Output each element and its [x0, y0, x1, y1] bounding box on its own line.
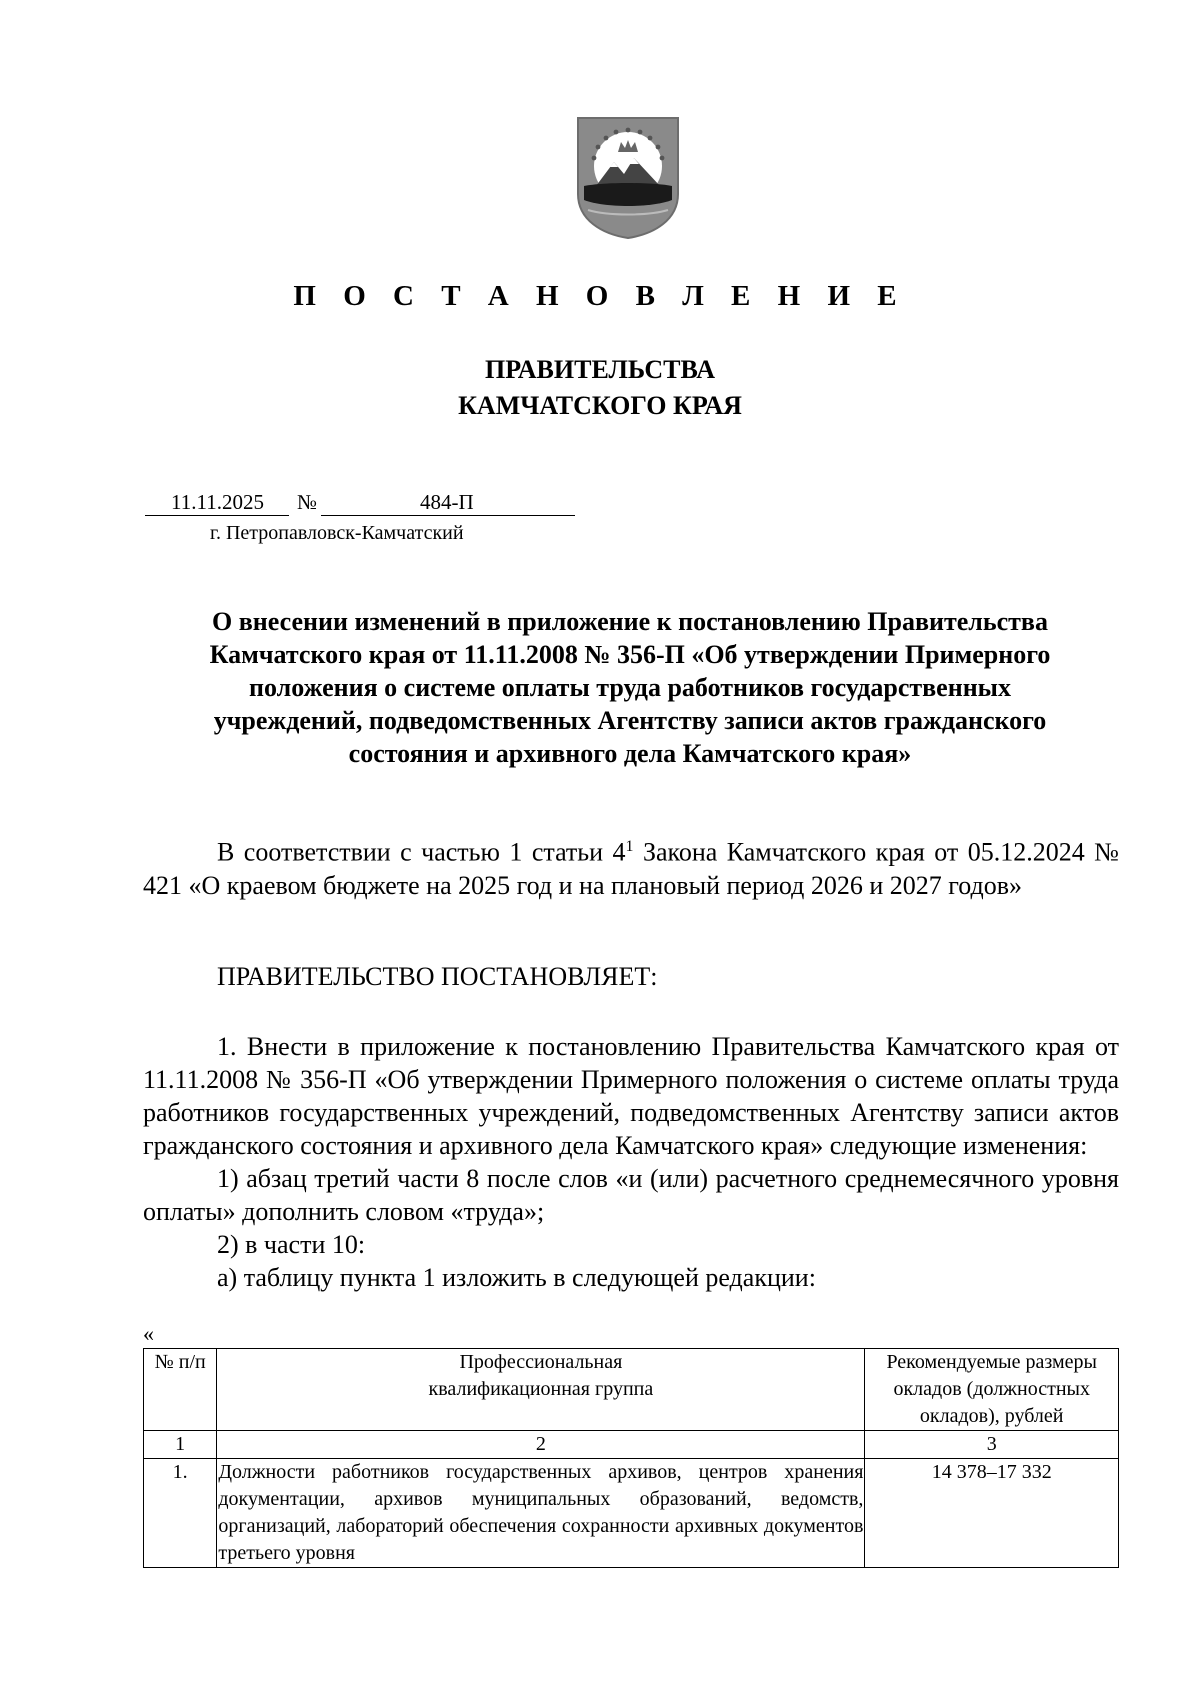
heading-line: Камчатского края от 11.11.2008 № 356-П «Об утверждении Примерного — [209, 640, 1051, 669]
heading-line: положения о системе оплаты труда работников государственных — [249, 673, 1011, 702]
header-salary-line: окладов), рублей — [919, 1405, 1064, 1427]
legal-basis — [143, 830, 1119, 902]
date-number-line — [145, 490, 575, 516]
city: г. Петропавловск-Камчатский — [210, 522, 464, 544]
header-salary-line: Рекомендуемые размеры — [886, 1351, 1097, 1373]
legal-basis-paragraph — [143, 830, 1119, 902]
column-number: 3 — [865, 1431, 1119, 1459]
row-salary: 14 378–17 332 — [865, 1459, 1119, 1568]
header-number: № п/п — [144, 1349, 217, 1431]
header-salary-line: окладов (должностных — [893, 1378, 1090, 1400]
table-numbering-row — [144, 1431, 1119, 1459]
quote-open-mark: « — [143, 1321, 154, 1346]
header-salary — [865, 1349, 1119, 1431]
amendment-subitem-2a: а) таблицу пункта 1 изложить в следующей редакции: — [217, 1263, 816, 1292]
basis-text-continued: Закона Камчатского края от 05.12.2024 № 421 «О краевом бюджете на 2025 год и на плановый период 2026 и 2027 годов» — [143, 837, 1119, 900]
document-date: 11.11.2025 — [171, 490, 264, 514]
amendments — [143, 1030, 1119, 1294]
authority-line-2: КАМЧАТСКОГО КРАЯ — [458, 391, 742, 420]
header-group-line: Профессиональная — [459, 1351, 623, 1373]
authority-line-1: ПРАВИТЕЛЬСТВА — [485, 355, 715, 384]
table-header-row — [144, 1349, 1119, 1431]
basis-text: В соответствии с частью 1 статьи 4 — [217, 837, 626, 867]
table-row — [144, 1459, 1119, 1568]
row-group: Должности работников государственных архивов, центров хранения документации, архивов муниципальных образований, ведомств, организаций, лабораторий обеспечения сохранности архивных документов третьего уровня — [217, 1459, 865, 1568]
resolves-paragraph: ПРАВИТЕЛЬСТВО ПОСТАНОВЛЯЕТ: — [217, 962, 658, 991]
header-group — [217, 1349, 865, 1431]
header-group-line: квалификационная группа — [428, 1378, 654, 1400]
resolution-statement — [143, 960, 1119, 993]
document-title: П О С Т А Н О В Л Е Н И Е — [293, 280, 907, 312]
number-underline — [321, 515, 575, 516]
heading-line: О внесении изменений в приложение к постановлению Правительства — [212, 607, 1048, 636]
amendment-item-1: 1. Внести в приложение к постановлению Правительства Камчатского края от 11.11.2008 № 356-П «Об утверждении Примерного положения о системе оплаты труда работников государственных учреждений, подведомственных Агентству записи актов гражданского состояния и архивного дела Камчатского края» следующие изменения: — [143, 1032, 1119, 1160]
column-number: 2 — [217, 1431, 865, 1459]
number-sign: № — [297, 490, 318, 514]
salary-table — [143, 1348, 1119, 1568]
amendment-subitem-2: 2) в части 10: — [217, 1230, 366, 1259]
heading-line: учреждений, подведомственных Агентству записи актов гражданского — [213, 706, 1047, 735]
coat-of-arms-icon — [574, 112, 682, 240]
document-number: 484-П — [420, 490, 474, 514]
amendment-subitem-1: 1) абзац третий части 8 после слов «и (или) расчетного среднемесячного уровня оплаты» дополнить словом «труда»; — [143, 1164, 1119, 1226]
row-number: 1. — [144, 1459, 217, 1568]
column-number: 1 — [144, 1431, 217, 1459]
date-underline — [145, 515, 289, 516]
document-heading — [140, 605, 1120, 770]
basis-superscript: 1 — [625, 838, 634, 855]
heading-line: состояния и архивного дела Камчатского края» — [348, 739, 912, 768]
issuing-authority — [0, 352, 1200, 424]
